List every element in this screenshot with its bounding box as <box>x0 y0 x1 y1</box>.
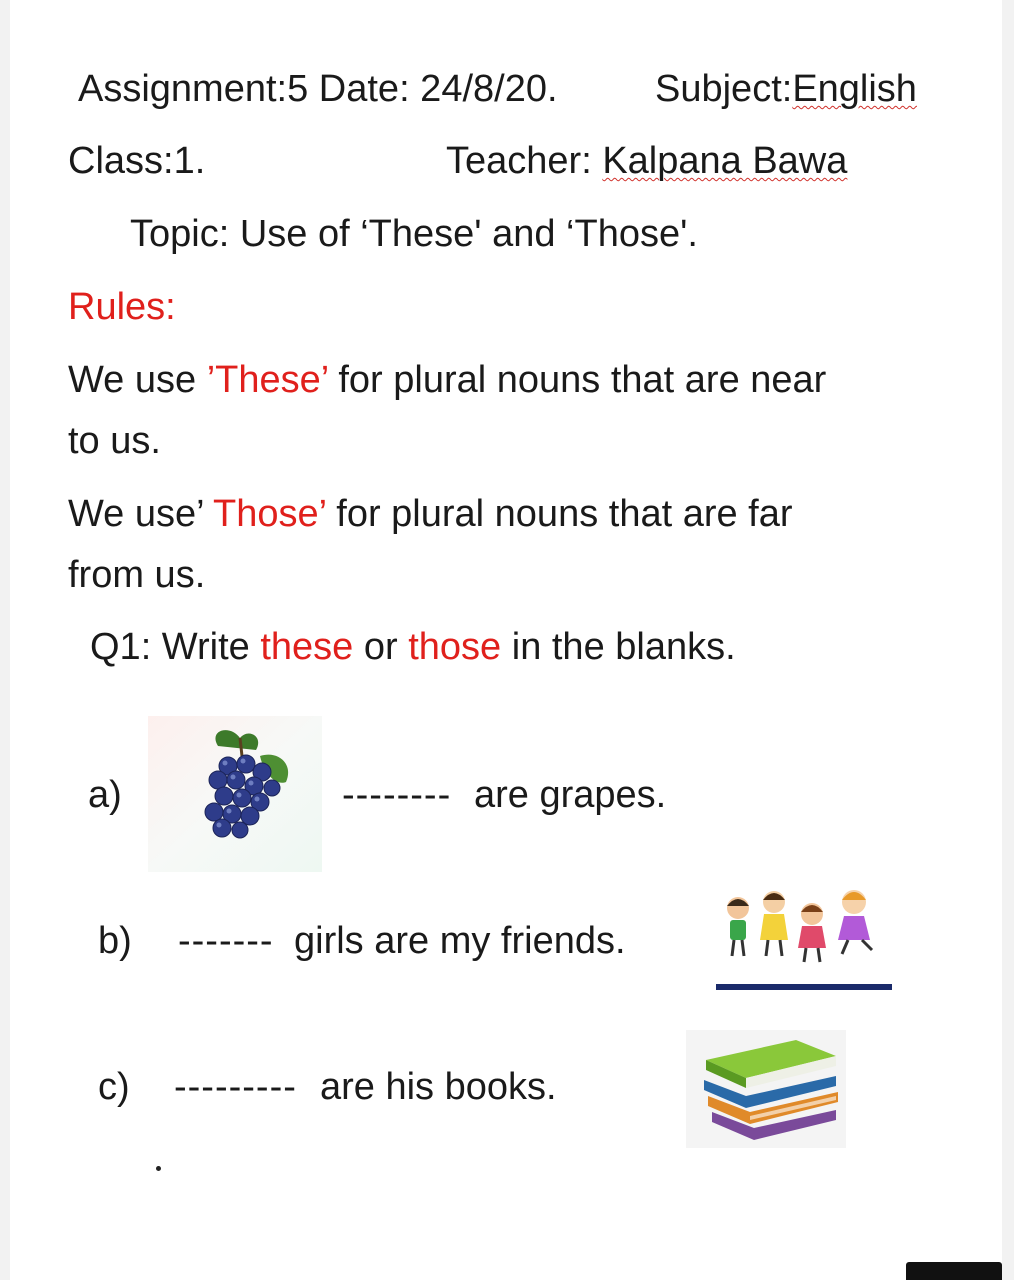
item-b-label: b) <box>98 920 132 962</box>
rule-2 <box>68 491 793 537</box>
grapes-icon <box>148 716 322 872</box>
teacher-name: Kalpana Bawa <box>602 140 848 182</box>
item-a-blank: -------- <box>342 774 452 816</box>
rule-2-continuation: from us. <box>68 554 206 596</box>
question-word-those: those <box>408 626 502 668</box>
item-b-blank: ------- <box>178 920 274 962</box>
rule-2-text: We use’ <box>68 493 214 535</box>
subject-value: English <box>792 68 917 110</box>
stray-dot <box>156 1166 161 1171</box>
teacher-label: Teacher: <box>446 140 603 182</box>
item-a-label: a) <box>88 774 122 816</box>
rule-1-text: We use <box>68 359 207 401</box>
item-c-blank: --------- <box>174 1066 297 1108</box>
rule-1 <box>68 357 826 403</box>
assignment-number: Assignment:5 <box>78 68 309 110</box>
subject <box>655 66 917 112</box>
question-text-end: in the blanks. <box>501 626 736 668</box>
question-text-mid: or <box>353 626 409 668</box>
worksheet-page <box>10 0 1002 1280</box>
rule-1-continuation: to us. <box>68 420 161 462</box>
item-a-text: are grapes. <box>474 774 667 816</box>
assignment-date: Date: 24/8/20. <box>318 68 558 110</box>
rule-2-keyword: Those’ <box>213 493 326 535</box>
rule-1-text-end: for plural nouns that are near <box>327 359 827 401</box>
item-c-text: are his books. <box>320 1066 557 1108</box>
class-label: Class:1. <box>68 140 206 182</box>
item-c-label: c) <box>98 1066 130 1108</box>
item-b-text: girls are my friends. <box>294 920 626 962</box>
topic: Topic: Use of ‘These' and ‘Those'. <box>130 213 698 255</box>
question-word-these: these <box>260 626 354 668</box>
header-line-1 <box>78 66 558 112</box>
teacher <box>446 138 847 184</box>
rules-heading: Rules: <box>68 286 176 328</box>
corner-toolbar-tab[interactable] <box>906 1262 1002 1280</box>
girls-icon <box>716 884 892 992</box>
subject-label: Subject: <box>655 68 793 110</box>
rule-2-text-end: for plural nouns that are far <box>325 493 793 535</box>
books-icon <box>686 1030 846 1148</box>
question-1 <box>90 624 736 670</box>
question-text: Q1: Write <box>90 626 261 668</box>
rule-1-keyword: ’These’ <box>206 359 328 401</box>
